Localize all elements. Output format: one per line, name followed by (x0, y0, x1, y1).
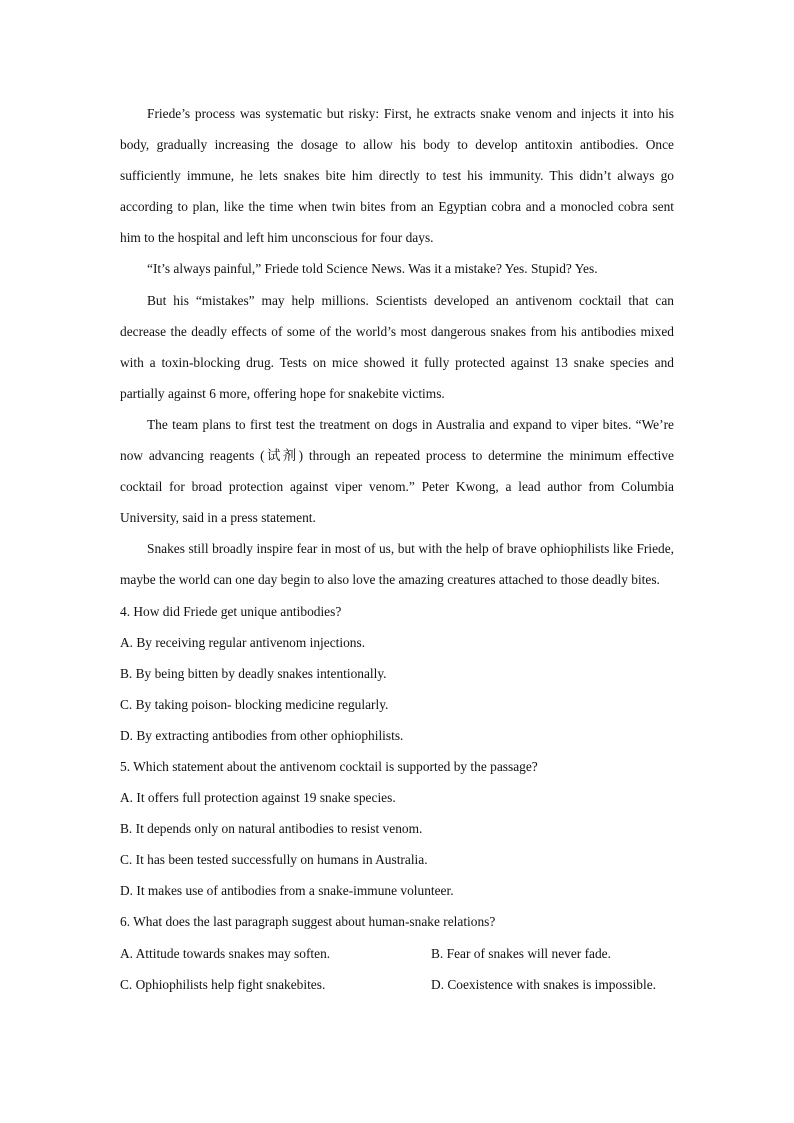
passage-paragraph: But his “mistakes” may help millions. Scientists developed an antivenom cocktail that can decrease the deadly effects of some of the world’s most dangerous snakes from his antibodies mixed with a toxin-blocking drug. Tests on mice showed it fully protected against 13 snake species and partially against 6 more, offering hope for snakebite victims. (120, 292, 674, 401)
question-stem: 5. Which statement about the antivenom cocktail is supported by the passage? (120, 758, 538, 774)
question-4 (120, 596, 674, 751)
answer-option: A. Attitude towards snakes may soften. (120, 945, 331, 961)
answer-option: D. By extracting antibodies from other ophiophilists. (120, 727, 404, 743)
passage-paragraph: “It’s always painful,” Friede told Science News. Was it a mistake? Yes. Stupid? Yes. (147, 261, 598, 277)
answer-option: D. It makes use of antibodies from a snake-immune volunteer. (120, 883, 454, 899)
answer-option-row (120, 938, 674, 969)
answer-option: A. It offers full protection against 19 snake species. (120, 790, 396, 806)
document-page (120, 98, 674, 1000)
passage-paragraph: Snakes still broadly inspire fear in most of us, but with the help of brave ophiophilists like Friede, maybe the world can one day begin to also love the amazing creatures attached to those deadly bites. (120, 541, 674, 588)
answer-option: C. It has been tested successfully on humans in Australia. (120, 852, 428, 868)
passage-paragraph: The team plans to first test the treatment on dogs in Australia and expand to viper bites. “We’re now advancing reagents (试剂) through an repeated process to determine the minimum effective cocktail for broad protection against viper venom.” Peter Kwong, a lead author from Columbia University, said in a press statement. (120, 416, 674, 526)
question-5 (120, 751, 674, 906)
answer-option: C. By taking poison- blocking medicine regularly. (120, 696, 389, 712)
passage-paragraph: Friede’s process was systematic but risky: First, he extracts snake venom and injects it into his body, gradually increasing the dosage to allow his body to develop antitoxin antibodies. Once sufficiently immune, he lets snakes bite him directly to test his immunity. This didn’t always go according to plan, like the time when twin bites from an Egyptian cobra and a monocled cobra sent him to the hospital and left him unconscious for four days. (120, 106, 674, 246)
answer-option: C. Ophiophilists help fight snakebites. (120, 976, 326, 992)
answer-option: B. By being bitten by deadly snakes intentionally. (120, 665, 387, 681)
answer-option: D. Coexistence with snakes is impossible. (431, 976, 657, 992)
question-stem: 4. How did Friede get unique antibodies? (120, 603, 342, 619)
answer-option-row (120, 969, 674, 1000)
answer-option: B. Fear of snakes will never fade. (431, 945, 611, 961)
answer-option: A. By receiving regular antivenom injections. (120, 634, 366, 650)
question-6 (120, 906, 674, 999)
answer-option: B. It depends only on natural antibodies to resist venom. (120, 821, 423, 837)
question-stem: 6. What does the last paragraph suggest about human-snake relations? (120, 914, 496, 930)
